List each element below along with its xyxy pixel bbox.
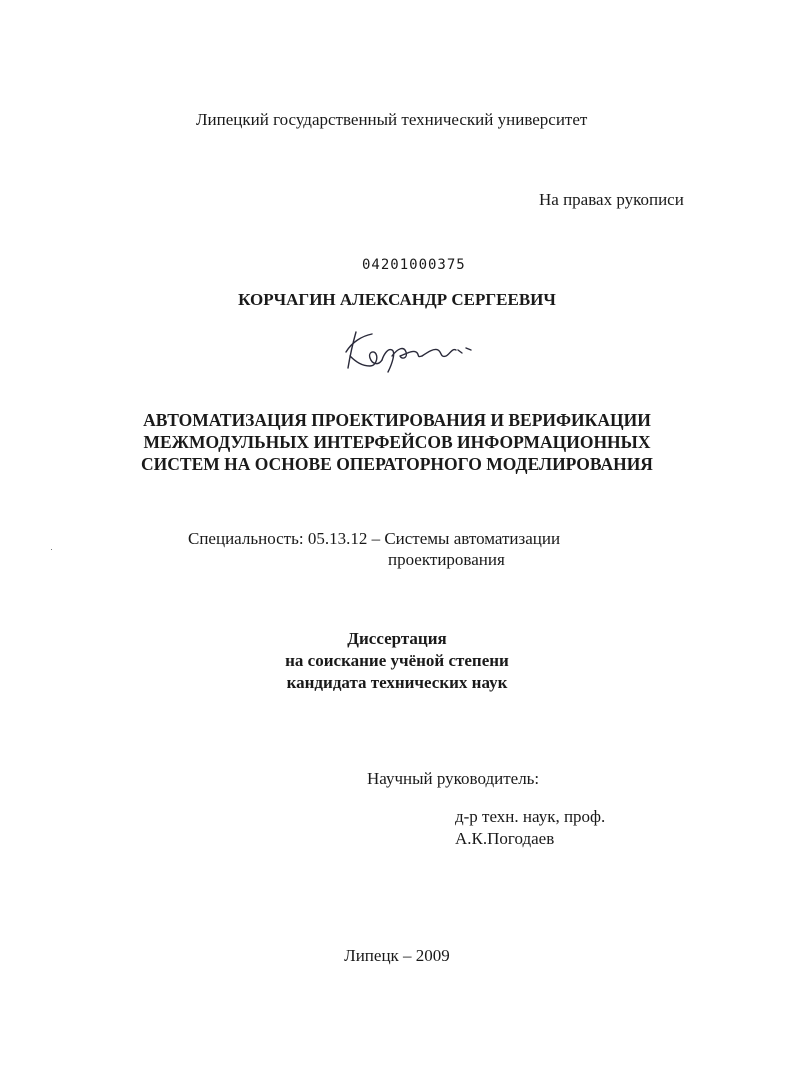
specialty-line-2: проектирования (388, 550, 505, 569)
rights-note: На правах рукописи (539, 190, 684, 209)
registration-number: 04201000375 (362, 257, 466, 273)
scan-speck (51, 549, 52, 550)
supervisor-name: А.К.Погодаев (455, 829, 555, 848)
dissertation-line-1: Диссертация (347, 629, 447, 648)
author-signature (342, 326, 482, 381)
author-name: КОРЧАГИН АЛЕКСАНДР СЕРГЕЕВИЧ (238, 290, 556, 309)
supervisor-label: Научный руководитель: (367, 769, 540, 788)
title-line-3: СИСТЕМ НА ОСНОВЕ ОПЕРАТОРНОГО МОДЕЛИРОВАНИЯ (141, 454, 653, 474)
supervisor-degree: д-р техн. наук, проф. (455, 807, 606, 826)
university-name: Липецкий государственный технический университет (196, 110, 588, 129)
dissertation-line-3: кандидата технических наук (286, 673, 508, 692)
specialty-line-1: Специальность: 05.13.12 – Системы автоматизации (188, 529, 561, 548)
title-line-2: МЕЖМОДУЛЬНЫХ ИНТЕРФЕЙСОВ ИНФОРМАЦИОННЫХ (143, 432, 651, 452)
dissertation-line-2: на соискание учёной степени (285, 651, 509, 670)
city-year: Липецк – 2009 (344, 946, 450, 965)
title-line-1: АВТОМАТИЗАЦИЯ ПРОЕКТИРОВАНИЯ И ВЕРИФИКАЦИИ (143, 410, 651, 430)
